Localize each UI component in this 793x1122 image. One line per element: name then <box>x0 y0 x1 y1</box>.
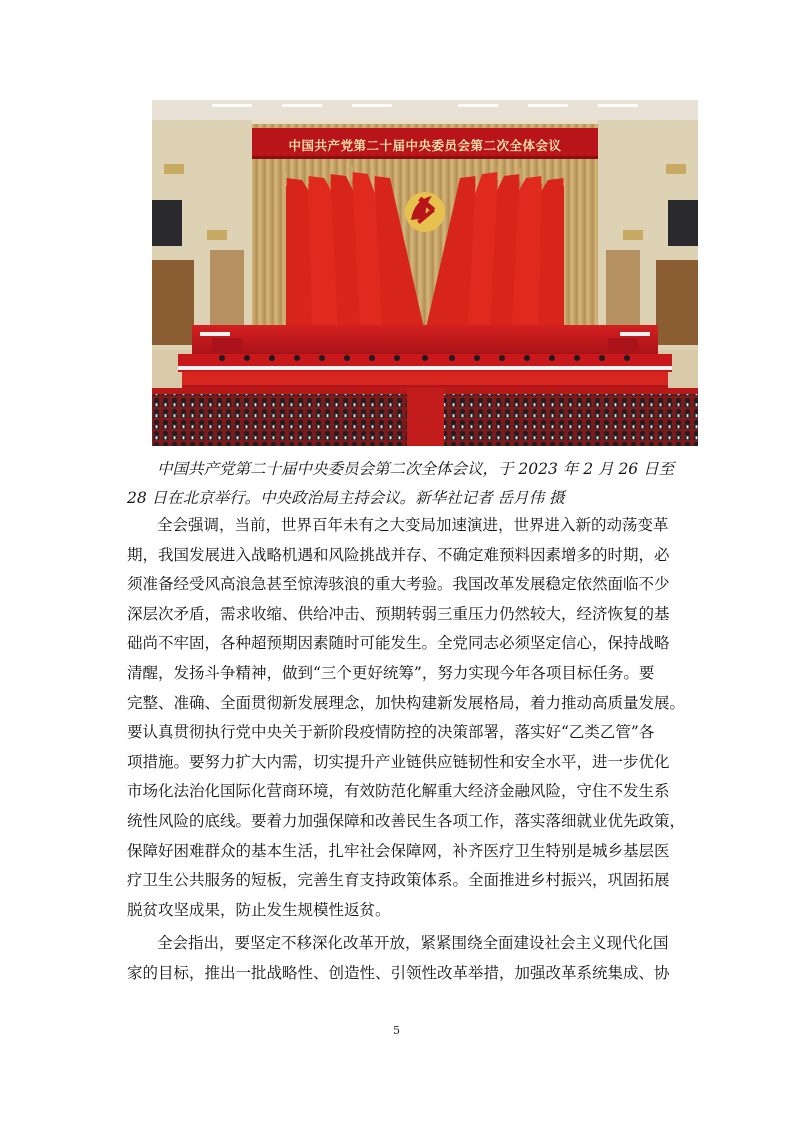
text-line: 市场化法治化国际化营商环境，有效防范化解重大经济金融风险，守住不发生系 <box>127 782 670 801</box>
article-body <box>127 511 687 989</box>
text-line: 疗卫生公共服务的短板，完善生育支持政策体系。全面推进乡村振兴，巩固拓展 <box>127 871 670 890</box>
text-line: 脱贫攻坚成果，防止发生规模性返贫。 <box>127 900 391 919</box>
caption-line: 28 日在北京举行。中央政治局主持会议。新华社记者 岳月伟 摄 <box>127 489 565 507</box>
paragraph <box>127 929 687 988</box>
text-line: 保障好困难群众的基本生活，扎牢社会保障网，补齐医疗卫生特别是城乡基层医 <box>127 841 670 860</box>
conference-photo <box>152 100 698 446</box>
text-line: 须准备经受风高浪急甚至惊涛骇浪的重大考验。我国改革发展稳定依然面临不少 <box>127 575 670 594</box>
party-emblem <box>405 192 445 232</box>
caption-line: 中国共产党第二十届中央委员会第二次全体会议，于 2023 年 2 月 26 日至 <box>157 460 675 478</box>
text-line: 清醒，发扬斗争精神，做到“三个更好统筹”，努力实现今年各项目标任务。要 <box>127 663 655 682</box>
text-line: 家的目标，推出一批战略性、创造性、引领性改革举措，加强改革系统集成、协 <box>127 963 670 982</box>
text-line: 深层次矛盾，需求收缩、供给冲击、预期转弱三重压力仍然较大，经济恢复的基 <box>127 604 670 623</box>
text-line: 全会强调，当前，世界百年未有之大变局加速演进，世界进入新的动荡变革 <box>157 516 669 534</box>
paragraph <box>127 511 687 925</box>
banner-title: 中国共产党第二十届中央委员会第二次全体会议 <box>288 138 562 153</box>
text-line: 要认真贯彻执行党中央关于新阶段疫情防控的决策部署，落实好“乙类乙管”各 <box>127 723 655 742</box>
text-line: 全会指出，要坚定不移深化改革开放，紧紧围绕全面建设社会主义现代化国 <box>157 934 669 953</box>
text-line: 期，我国发展进入战略机遇和风险挑战并存、不确定难预料因素增多的时期，必 <box>127 545 670 564</box>
text-line: 完整、准确、全面贯彻新发展理念，加快构建新发展格局，着力推动高质量发展。 <box>127 693 686 712</box>
page-number: 5 <box>393 1024 400 1037</box>
text-line: 统性风险的底线。要着力加强保障和改善民生各项工作，落实落细就业优先政策， <box>127 811 686 830</box>
photo-caption <box>127 455 687 513</box>
text-line: 项措施。要努力扩大内需，切实提升产业链供应链韧性和安全水平，进一步优化 <box>127 752 670 771</box>
text-line: 础尚不牢固，各种超预期因素随时可能发生。全党同志必须坚定信心，保持战略 <box>127 634 670 653</box>
